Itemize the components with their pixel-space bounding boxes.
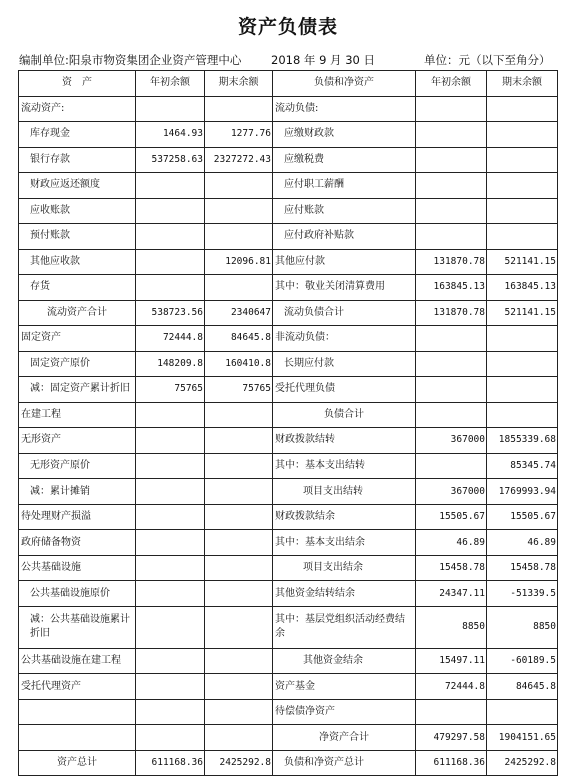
- asset-label: 受托代理资产: [19, 674, 136, 700]
- liability-closing: [487, 198, 558, 224]
- liability-closing: [487, 377, 558, 403]
- table-row: [19, 453, 558, 479]
- table-row: [19, 699, 558, 725]
- asset-opening: [136, 428, 205, 454]
- liability-closing: 521141.15: [487, 249, 558, 275]
- liability-label: 待偿债净资产: [273, 699, 416, 725]
- asset-closing: [205, 674, 273, 700]
- liability-opening: [416, 147, 487, 173]
- report-title: 资产负债表: [237, 16, 338, 38]
- asset-opening: [136, 453, 205, 479]
- liability-closing: [487, 402, 558, 428]
- table-row: [19, 606, 558, 648]
- asset-closing: [205, 224, 273, 250]
- liability-label: 应付政府补贴款: [273, 224, 416, 250]
- asset-closing: [205, 453, 273, 479]
- table-row: [19, 725, 558, 751]
- asset-opening: [136, 96, 205, 122]
- liability-opening: [416, 402, 487, 428]
- asset-label: 在建工程: [19, 402, 136, 428]
- liability-opening: [416, 122, 487, 148]
- liability-label: 负债和净资产总计: [273, 750, 416, 776]
- asset-label: 预付账款: [19, 224, 136, 250]
- liability-label: 流动负债合计: [273, 300, 416, 326]
- liability-label: 长期应付款: [273, 351, 416, 377]
- balance-sheet-body: [19, 71, 558, 776]
- asset-opening: [136, 648, 205, 674]
- asset-closing: [205, 648, 273, 674]
- liability-closing: 163845.13: [487, 275, 558, 301]
- liability-label: 其中：基本支出结转: [273, 453, 416, 479]
- liability-closing: 1904151.65: [487, 725, 558, 751]
- asset-label: 固定资产原价: [19, 351, 136, 377]
- table-row: [19, 275, 558, 301]
- report-date: 2018 年 9 月 30 日: [271, 53, 375, 67]
- asset-label: 固定资产: [19, 326, 136, 352]
- table-row: [19, 147, 558, 173]
- liability-opening: [416, 453, 487, 479]
- liability-opening: [416, 377, 487, 403]
- liability-label: 应缴税费: [273, 147, 416, 173]
- liability-label: 应付职工薪酬: [273, 173, 416, 199]
- asset-label: 公共基础设施原价: [19, 581, 136, 607]
- liability-opening: 131870.78: [416, 300, 487, 326]
- asset-opening: [136, 725, 205, 751]
- header-opening-balance-2: 年初余额: [416, 71, 487, 97]
- liability-label: 应付账款: [273, 198, 416, 224]
- asset-closing: 160410.8: [205, 351, 273, 377]
- asset-closing: 75765: [205, 377, 273, 403]
- asset-label: [19, 699, 136, 725]
- asset-closing: 1277.76: [205, 122, 273, 148]
- asset-label: 减：固定资产累计折旧: [19, 377, 136, 403]
- table-row: [19, 198, 558, 224]
- liability-opening: 46.89: [416, 530, 487, 556]
- table-row: [19, 96, 558, 122]
- asset-label: 资产总计: [19, 750, 136, 776]
- asset-label: 银行存款: [19, 147, 136, 173]
- asset-label: 库存现金: [19, 122, 136, 148]
- asset-label: 减：累计摊销: [19, 479, 136, 505]
- asset-opening: 1464.93: [136, 122, 205, 148]
- liability-opening: [416, 699, 487, 725]
- liability-opening: 479297.58: [416, 725, 487, 751]
- table-row: [19, 402, 558, 428]
- asset-opening: [136, 606, 205, 648]
- header-closing-balance: 期末余额: [205, 71, 273, 97]
- asset-opening: [136, 479, 205, 505]
- asset-label: 公共基础设施: [19, 555, 136, 581]
- header-liabilities-net-assets: 负债和净资产: [273, 71, 416, 97]
- asset-closing: 12096.81: [205, 249, 273, 275]
- liability-opening: 24347.11: [416, 581, 487, 607]
- asset-closing: [205, 198, 273, 224]
- liability-opening: [416, 326, 487, 352]
- liability-opening: 15505.67: [416, 504, 487, 530]
- liability-label: 应缴财政款: [273, 122, 416, 148]
- asset-closing: [205, 725, 273, 751]
- asset-opening: [136, 275, 205, 301]
- asset-closing: 2327272.43: [205, 147, 273, 173]
- asset-opening: [136, 173, 205, 199]
- asset-label: 无形资产原价: [19, 453, 136, 479]
- liability-closing: 1855339.68: [487, 428, 558, 454]
- liability-opening: 15458.78: [416, 555, 487, 581]
- asset-closing: [205, 479, 273, 505]
- asset-opening: [136, 249, 205, 275]
- header-closing-balance-2: 期末余额: [487, 71, 558, 97]
- asset-closing: [205, 173, 273, 199]
- asset-label: 存货: [19, 275, 136, 301]
- asset-closing: 2340647: [205, 300, 273, 326]
- asset-label: 财政应返还额度: [19, 173, 136, 199]
- table-row: [19, 581, 558, 607]
- table-row: [19, 648, 558, 674]
- liability-label: 净资产合计: [273, 725, 416, 751]
- liability-opening: [416, 173, 487, 199]
- asset-label: 其他应收款: [19, 249, 136, 275]
- liability-closing: 521141.15: [487, 300, 558, 326]
- asset-closing: [205, 275, 273, 301]
- liability-closing: [487, 147, 558, 173]
- table-row: [19, 249, 558, 275]
- asset-closing: [205, 96, 273, 122]
- liability-opening: 72444.8: [416, 674, 487, 700]
- liability-closing: 46.89: [487, 530, 558, 556]
- asset-label: [19, 725, 136, 751]
- liability-closing: 2425292.8: [487, 750, 558, 776]
- table-row: [19, 555, 558, 581]
- asset-closing: 2425292.8: [205, 750, 273, 776]
- liability-opening: 367000: [416, 479, 487, 505]
- table-row: [19, 377, 558, 403]
- asset-opening: [136, 555, 205, 581]
- liability-label: 其他应付款: [273, 249, 416, 275]
- liability-closing: 84645.8: [487, 674, 558, 700]
- liability-label: 流动负债:: [273, 96, 416, 122]
- liability-label: 财政拨款结转: [273, 428, 416, 454]
- table-row: [19, 504, 558, 530]
- table-row: [19, 351, 558, 377]
- asset-label: 公共基础设施在建工程: [19, 648, 136, 674]
- liability-opening: [416, 351, 487, 377]
- table-row: [19, 122, 558, 148]
- asset-opening: 537258.63: [136, 147, 205, 173]
- liability-closing: [487, 224, 558, 250]
- liability-opening: [416, 224, 487, 250]
- asset-closing: [205, 428, 273, 454]
- liability-closing: [487, 173, 558, 199]
- liability-closing: -60189.5: [487, 648, 558, 674]
- liability-opening: 15497.11: [416, 648, 487, 674]
- asset-opening: [136, 699, 205, 725]
- asset-closing: 84645.8: [205, 326, 273, 352]
- liability-closing: [487, 96, 558, 122]
- liability-label: 资产基金: [273, 674, 416, 700]
- asset-label: 政府储备物资: [19, 530, 136, 556]
- asset-label: 流动资产合计: [19, 300, 136, 326]
- asset-opening: [136, 581, 205, 607]
- preparing-unit: 编制单位:阳泉市物资集团企业资产管理中心: [19, 53, 242, 67]
- header-row: [19, 71, 558, 97]
- asset-closing: [205, 402, 273, 428]
- liability-opening: [416, 198, 487, 224]
- header-assets: 资 产: [19, 71, 136, 97]
- liability-opening: 163845.13: [416, 275, 487, 301]
- table-row: [19, 750, 558, 776]
- liability-label: 其他资金结余: [273, 648, 416, 674]
- asset-opening: [136, 504, 205, 530]
- asset-closing: [205, 606, 273, 648]
- asset-closing: [205, 581, 273, 607]
- table-row: [19, 326, 558, 352]
- liability-opening: [416, 96, 487, 122]
- currency-unit: 单位：元（以下至角分）: [424, 53, 551, 67]
- table-row: [19, 300, 558, 326]
- asset-label: 减：公共基础设施累计折旧: [19, 606, 136, 648]
- liability-closing: -51339.5: [487, 581, 558, 607]
- liability-closing: 1769993.94: [487, 479, 558, 505]
- balance-sheet-table: [18, 70, 558, 776]
- report-meta: [19, 52, 556, 68]
- liability-opening: 367000: [416, 428, 487, 454]
- asset-label: 待处理财产损溢: [19, 504, 136, 530]
- table-row: [19, 479, 558, 505]
- liability-closing: 15458.78: [487, 555, 558, 581]
- asset-closing: [205, 699, 273, 725]
- table-row: [19, 173, 558, 199]
- liability-opening: 611168.36: [416, 750, 487, 776]
- liability-closing: 8850: [487, 606, 558, 648]
- asset-opening: [136, 530, 205, 556]
- table-row: [19, 224, 558, 250]
- liability-closing: 85345.74: [487, 453, 558, 479]
- liability-label: 财政拨款结余: [273, 504, 416, 530]
- asset-label: 流动资产:: [19, 96, 136, 122]
- asset-opening: 75765: [136, 377, 205, 403]
- table-row: [19, 674, 558, 700]
- liability-label: 其中：基层党组织活动经费结余: [273, 606, 416, 648]
- header-opening-balance: 年初余额: [136, 71, 205, 97]
- liability-opening: 131870.78: [416, 249, 487, 275]
- liability-label: 受托代理负债: [273, 377, 416, 403]
- liability-label: 非流动负债：: [273, 326, 416, 352]
- asset-opening: 72444.8: [136, 326, 205, 352]
- asset-closing: [205, 504, 273, 530]
- liability-closing: [487, 122, 558, 148]
- table-row: [19, 530, 558, 556]
- liability-closing: [487, 326, 558, 352]
- asset-opening: [136, 198, 205, 224]
- asset-label: 应收账款: [19, 198, 136, 224]
- liability-closing: [487, 351, 558, 377]
- asset-opening: 538723.56: [136, 300, 205, 326]
- asset-closing: [205, 530, 273, 556]
- liability-label: 其他资金结转结余: [273, 581, 416, 607]
- liability-opening: 8850: [416, 606, 487, 648]
- table-row: [19, 428, 558, 454]
- liability-label: 项目支出结余: [273, 555, 416, 581]
- asset-closing: [205, 555, 273, 581]
- asset-opening: [136, 674, 205, 700]
- asset-opening: [136, 224, 205, 250]
- asset-label: 无形资产: [19, 428, 136, 454]
- asset-opening: 611168.36: [136, 750, 205, 776]
- asset-opening: 148209.8: [136, 351, 205, 377]
- liability-label: 其中：基本支出结余: [273, 530, 416, 556]
- liability-closing: [487, 699, 558, 725]
- liability-label: 负债合计: [273, 402, 416, 428]
- liability-label: 其中：敬业关闭清算费用: [273, 275, 416, 301]
- asset-opening: [136, 402, 205, 428]
- liability-label: 项目支出结转: [273, 479, 416, 505]
- liability-closing: 15505.67: [487, 504, 558, 530]
